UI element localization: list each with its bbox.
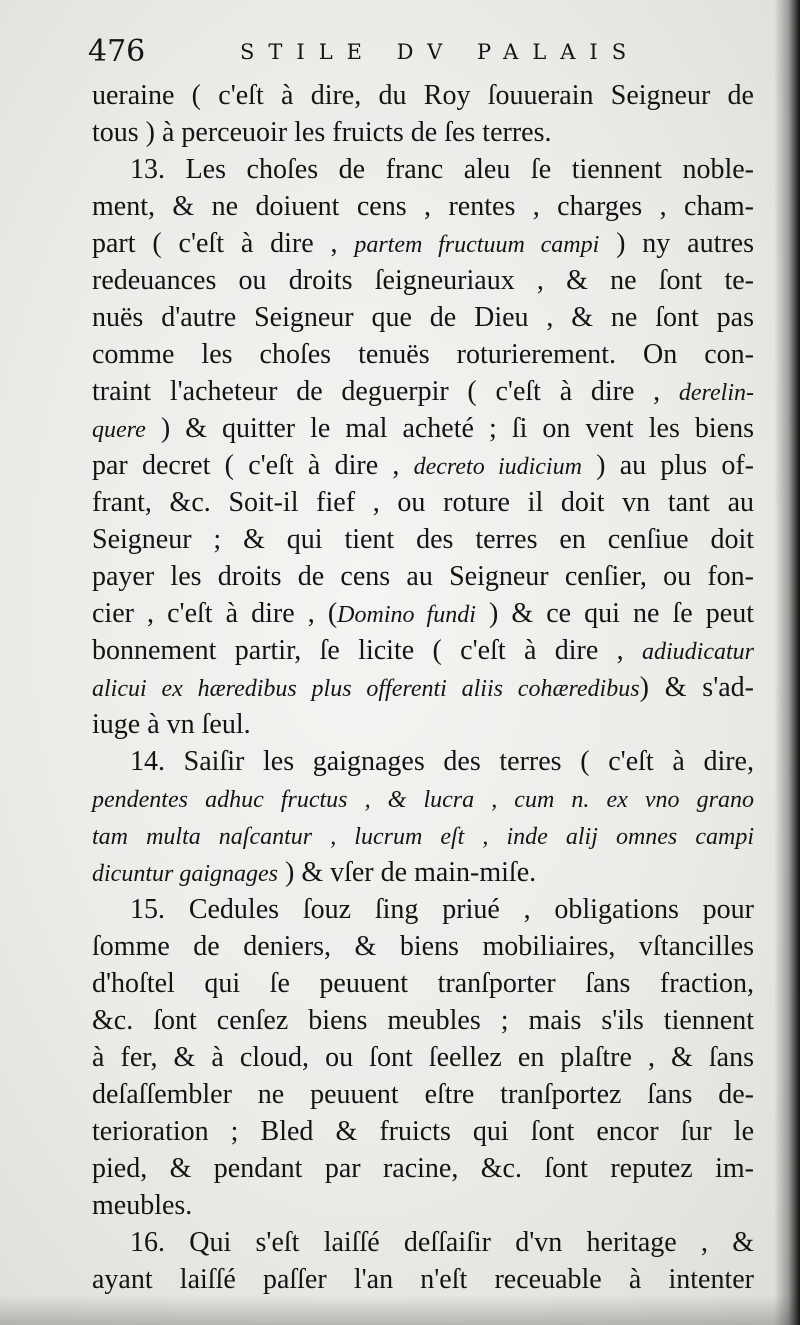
text-segment: ) & s'ad- — [639, 672, 755, 703]
text-segment: &c. ſont cenſez biens meubles ; mais s'ils tiennent — [92, 1005, 754, 1036]
text-segment: ) & ce qui ne ſe peut — [475, 598, 755, 629]
text-segment: cier , c'eſt à dire , ( — [92, 598, 338, 629]
text-segment: nuës d'autre Seigneur que de Dieu , & ne ſont pas — [92, 302, 754, 333]
text-line — [92, 1113, 754, 1150]
text-line — [92, 928, 754, 965]
text-line — [92, 114, 754, 151]
text-line — [92, 817, 754, 854]
text-segment: 14. Saiſir les gaignages des terres ( c'eſt à dire, — [130, 746, 754, 777]
text-segment: bonnement partir, ſe licite ( c'eſt à dire , — [92, 635, 642, 666]
text-segment: par decret ( c'eſt à dire , — [92, 450, 414, 481]
text-line — [92, 521, 754, 558]
text-segment: ) au plus of- — [581, 450, 755, 481]
text-line — [92, 743, 754, 780]
text-segment: d'hoſtel qui ſe peuuent tranſporter ſans fraction, — [92, 968, 754, 999]
text-line — [92, 632, 754, 669]
text-segment: comme les choſes tenuës roturierement. On con- — [92, 339, 754, 370]
italic-latin-gloss: dicuntur gaignages — [92, 861, 278, 887]
text-segment: ayant laiſſé paſſer l'an n'eſt receuable à intenter — [92, 1264, 754, 1295]
text-segment: ſomme de deniers, & biens mobiliaires, vſtancilles — [92, 931, 754, 962]
text-segment: 13. Les choſes de franc aleu ſe tiennent noble- — [130, 154, 754, 185]
running-head — [88, 32, 688, 72]
text-segment: terioration ; Bled & fruicts qui ſont encor ſur le — [92, 1116, 754, 1147]
text-segment: ment, & ne doiuent cens , rentes , charges , cham- — [92, 191, 754, 222]
text-line — [92, 706, 754, 743]
italic-latin-gloss: tam multa naſcantur , lucrum eſt , inde alij omnes campi — [92, 824, 754, 850]
text-line — [92, 373, 754, 410]
text-line — [92, 891, 754, 928]
text-segment: Seigneur ; & qui tient des terres en cenſiue doit — [92, 524, 754, 555]
text-line — [92, 669, 754, 706]
text-segment: 16. Qui s'eſt laiſſé deſſaiſir d'vn heritage , & — [130, 1227, 754, 1258]
text-line — [92, 151, 754, 188]
text-line — [92, 188, 754, 225]
text-line — [92, 558, 754, 595]
text-line — [92, 1076, 754, 1113]
body-text — [92, 77, 754, 1298]
text-line — [92, 336, 754, 373]
italic-latin-gloss: decreto iudicium — [413, 454, 582, 480]
page-number: 476 — [88, 34, 146, 69]
text-segment: tous ) à perceuoir les fruicts de ſes terres. — [92, 117, 552, 148]
text-segment: ) ny autres — [599, 228, 754, 259]
text-segment: pied, & pendant par racine, &c. ſont reputez im- — [92, 1153, 754, 1184]
italic-latin-gloss: pendentes adhuc fructus , & lucra , cum n. ex vno grano — [92, 787, 754, 813]
italic-latin-gloss: quere — [92, 417, 146, 443]
text-segment: ) & quitter le mal acheté ; ſi on vent les biens — [145, 413, 754, 444]
text-segment: iuge à vn ſeul. — [92, 709, 251, 740]
text-segment: frant, &c. Soit-il fief , ou roture il doit vn tant au — [92, 487, 754, 518]
text-segment: ueraine ( c'eſt à dire, du Roy ſouuerain Seigneur de — [92, 80, 754, 111]
text-segment: 15. Cedules ſouz ſing priué , obligations pour — [130, 894, 754, 925]
italic-latin-gloss: derelin- — [678, 380, 754, 406]
text-segment: meubles. — [92, 1190, 193, 1221]
text-line — [92, 225, 754, 262]
page-bottom-shadow — [0, 1295, 800, 1325]
text-segment: deſaſſembler ne peuuent eſtre tranſportez ſans de- — [92, 1079, 754, 1110]
text-line — [92, 262, 754, 299]
text-segment: part ( c'eſt à dire , — [92, 228, 355, 259]
text-line — [92, 299, 754, 336]
running-title: STILE DV PALAIS — [240, 40, 641, 64]
text-segment: ) & vſer de main-miſe. — [278, 857, 537, 888]
text-line — [92, 1039, 754, 1076]
italic-latin-gloss: Domino fundi — [337, 602, 476, 628]
text-segment: à fer, & à cloud, ou ſont ſeellez en plaſtre , & ſans — [92, 1042, 754, 1073]
text-line — [92, 1002, 754, 1039]
text-line — [92, 1261, 754, 1298]
text-line — [92, 854, 754, 891]
text-segment: payer les droits de cens au Seigneur cenſier, ou fon- — [92, 561, 754, 592]
text-line — [92, 77, 754, 114]
text-line — [92, 447, 754, 484]
italic-latin-gloss: adiudicatur — [642, 639, 754, 665]
text-line — [92, 965, 754, 1002]
text-line — [92, 484, 754, 521]
text-segment: redeuances ou droits ſeigneuriaux , & ne ſont te- — [92, 265, 754, 296]
italic-latin-gloss: partem fructuum campi — [354, 232, 600, 258]
text-line — [92, 1150, 754, 1187]
text-line — [92, 410, 754, 447]
text-line — [92, 595, 754, 632]
text-segment: traint l'acheteur de deguerpir ( c'eſt à dire , — [92, 376, 679, 407]
italic-latin-gloss: alicui ex hæredibus plus offerenti aliis cohæredibus — [92, 676, 640, 702]
text-line — [92, 780, 754, 817]
text-line — [92, 1224, 754, 1261]
text-line — [92, 1187, 754, 1224]
page-edge-shadow — [774, 0, 800, 1325]
